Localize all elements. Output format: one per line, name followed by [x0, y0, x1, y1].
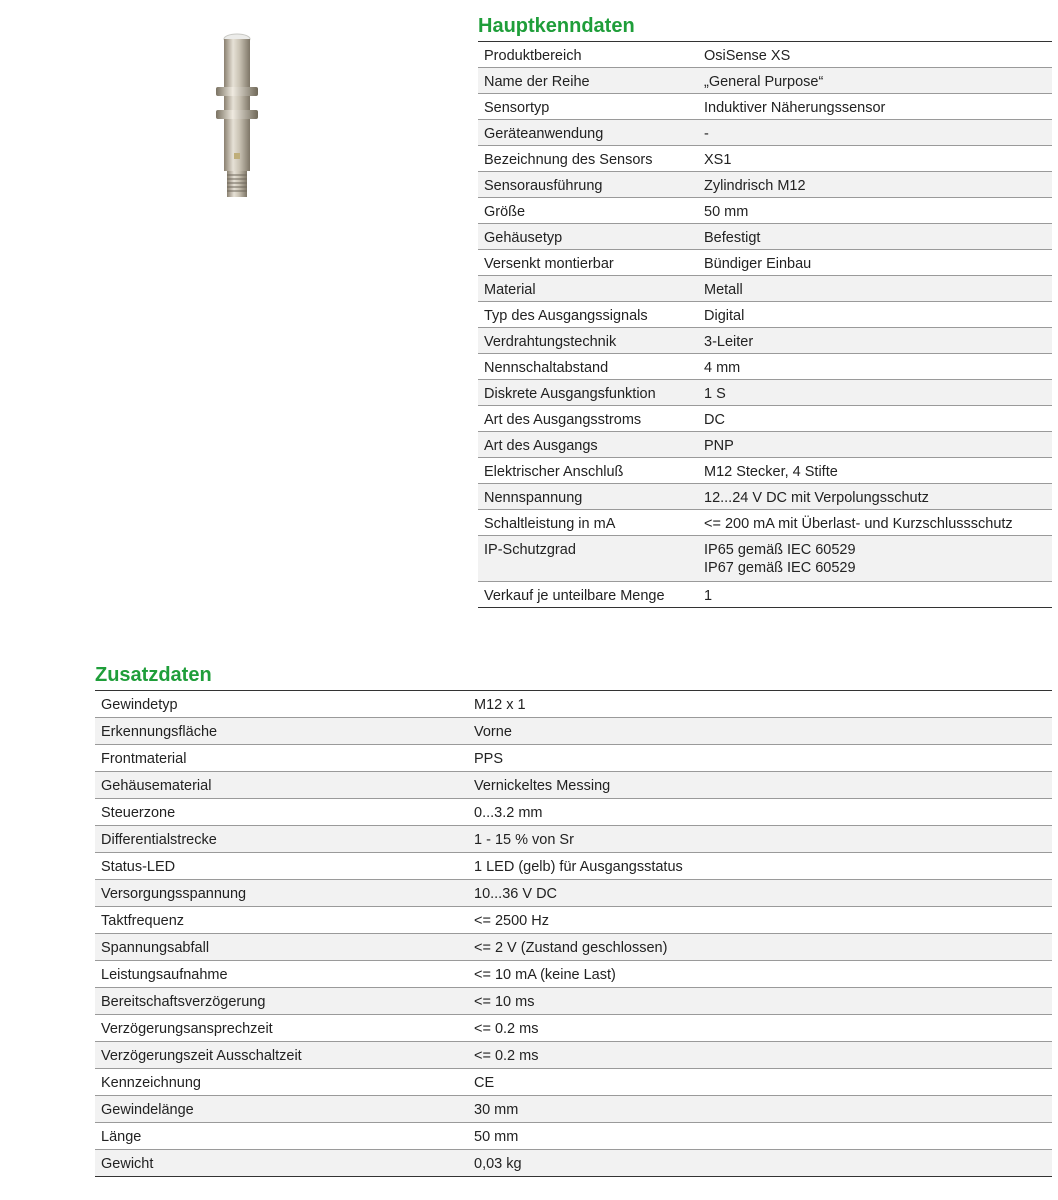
spec-value-line: „General Purpose“: [704, 74, 824, 90]
spec-label: Name der Reihe: [478, 68, 698, 94]
table-row: [478, 68, 1052, 94]
table-row: [95, 799, 1052, 826]
spec-label: Verkauf je unteilbare Menge: [478, 582, 698, 608]
spec-value-line: <= 200 mA mit Überlast- und Kurzschlussschutz: [704, 516, 1013, 532]
spec-value-line: M12 Stecker, 4 Stifte: [704, 464, 838, 480]
spec-value-line: 50 mm: [474, 1129, 519, 1145]
spec-label: Sensorausführung: [478, 172, 698, 198]
spec-value-line: <= 0.2 ms: [474, 1048, 539, 1064]
table-row: [478, 536, 1052, 582]
spec-value: [698, 406, 1052, 432]
spec-value: [468, 799, 1052, 826]
spec-value-line: 12...24 V DC mit Verpolungsschutz: [704, 490, 929, 506]
spec-value: [698, 68, 1052, 94]
table-row: [95, 1096, 1052, 1123]
table-row: [95, 718, 1052, 745]
extra-spec-table: [95, 690, 1052, 1177]
spec-value-line: IP67 gemäß IEC 60529: [704, 560, 856, 576]
spec-value: [698, 94, 1052, 120]
table-row: [478, 510, 1052, 536]
table-row: [95, 1015, 1052, 1042]
spec-value-line: Zylindrisch M12: [704, 178, 806, 194]
spec-value-line: Bündiger Einbau: [704, 256, 812, 272]
spec-value: [468, 691, 1052, 718]
spec-label: Diskrete Ausgangsfunktion: [478, 380, 698, 406]
spec-label: Kennzeichnung: [95, 1069, 468, 1096]
spec-label: IP-Schutzgrad: [478, 536, 698, 582]
spec-value: [468, 853, 1052, 880]
spec-value: [468, 772, 1052, 799]
spec-value: [698, 198, 1052, 224]
spec-label: Länge: [95, 1123, 468, 1150]
spec-label: Elektrischer Anschluß: [478, 458, 698, 484]
spec-label: Bereitschaftsverzögerung: [95, 988, 468, 1015]
spec-label: Gewindelänge: [95, 1096, 468, 1123]
spec-value-line: CE: [474, 1075, 495, 1091]
spec-value-line: PPS: [474, 751, 504, 767]
spec-label: Verzögerungszeit Ausschaltzeit: [95, 1042, 468, 1069]
spec-value-line: 50 mm: [704, 204, 749, 220]
spec-label: Leistungsaufnahme: [95, 961, 468, 988]
spec-value-line: 10...36 V DC: [474, 886, 558, 902]
spec-value-line: <= 10 ms: [474, 994, 535, 1010]
spec-value-line: DC: [704, 412, 725, 428]
spec-label: Bezeichnung des Sensors: [478, 146, 698, 172]
spec-value-line: 0,03 kg: [474, 1156, 522, 1172]
table-row: [95, 1150, 1052, 1177]
spec-value: [698, 120, 1052, 146]
spec-value: [698, 276, 1052, 302]
spec-label: Gehäusetyp: [478, 224, 698, 250]
table-row: [478, 250, 1052, 276]
spec-label: Frontmaterial: [95, 745, 468, 772]
spec-label: Nennspannung: [478, 484, 698, 510]
spec-label: Verdrahtungstechnik: [478, 328, 698, 354]
spec-label: Versenkt montierbar: [478, 250, 698, 276]
table-row: [478, 380, 1052, 406]
table-row: [95, 745, 1052, 772]
spec-label: Status-LED: [95, 853, 468, 880]
spec-label: Verzögerungsansprechzeit: [95, 1015, 468, 1042]
spec-value: [468, 880, 1052, 907]
main-spec-table: [478, 41, 1052, 608]
spec-label: Erkennungsfläche: [95, 718, 468, 745]
table-row: [95, 1123, 1052, 1150]
table-row: [478, 302, 1052, 328]
spec-label: Schaltleistung in mA: [478, 510, 698, 536]
spec-value: [468, 826, 1052, 853]
spec-label: Material: [478, 276, 698, 302]
table-row: [95, 772, 1052, 799]
spec-value: [468, 1150, 1052, 1177]
table-row: [478, 172, 1052, 198]
product-image: [205, 30, 270, 200]
table-row: [95, 1069, 1052, 1096]
spec-label: Größe: [478, 198, 698, 224]
spec-value: [468, 1123, 1052, 1150]
extra-section-title: Zusatzdaten: [95, 664, 212, 686]
spec-value-line: IP65 gemäß IEC 60529: [704, 542, 856, 558]
spec-label: Geräteanwendung: [478, 120, 698, 146]
table-row: [478, 94, 1052, 120]
spec-value-line: <= 10 mA (keine Last): [474, 967, 616, 983]
table-row: [95, 1042, 1052, 1069]
spec-label: Art des Ausgangsstroms: [478, 406, 698, 432]
spec-value: [468, 718, 1052, 745]
spec-value-line: XS1: [704, 152, 732, 168]
table-row: [478, 328, 1052, 354]
spec-label: Gehäusematerial: [95, 772, 468, 799]
main-section-title: Hauptkenndaten: [478, 15, 635, 37]
spec-value-line: <= 2500 Hz: [474, 913, 549, 929]
spec-value: [698, 458, 1052, 484]
spec-value-line: 0...3.2 mm: [474, 805, 543, 821]
table-row: [95, 826, 1052, 853]
spec-value-line: 30 mm: [474, 1102, 519, 1118]
spec-value-line: OsiSense XS: [704, 48, 791, 64]
spec-value-line: <= 2 V (Zustand geschlossen): [474, 940, 668, 956]
spec-value: [468, 745, 1052, 772]
spec-value: [698, 510, 1052, 536]
table-row: [478, 198, 1052, 224]
spec-value-line: Digital: [704, 308, 745, 324]
table-row: [95, 880, 1052, 907]
table-row: [478, 42, 1052, 68]
spec-label: Produktbereich: [478, 42, 698, 68]
spec-value: [468, 961, 1052, 988]
spec-value-line: -: [704, 126, 709, 142]
table-row: [478, 406, 1052, 432]
table-row: [95, 691, 1052, 718]
table-row: [95, 907, 1052, 934]
table-row: [478, 354, 1052, 380]
spec-label: Spannungsabfall: [95, 934, 468, 961]
spec-label: Taktfrequenz: [95, 907, 468, 934]
spec-value: [698, 536, 1052, 582]
spec-value-line: Vorne: [474, 724, 512, 740]
spec-value-line: 3-Leiter: [704, 334, 754, 350]
table-row: [478, 484, 1052, 510]
table-row: [95, 988, 1052, 1015]
spec-value: [698, 432, 1052, 458]
spec-value: [698, 484, 1052, 510]
spec-label: Sensortyp: [478, 94, 698, 120]
spec-value: [698, 146, 1052, 172]
spec-value: [468, 1069, 1052, 1096]
table-row: [95, 934, 1052, 961]
spec-value-line: 1: [704, 588, 713, 604]
spec-label: Differentialstrecke: [95, 826, 468, 853]
table-row: [478, 146, 1052, 172]
spec-value: [468, 1042, 1052, 1069]
spec-label: Gewicht: [95, 1150, 468, 1177]
spec-value: [468, 934, 1052, 961]
spec-label: Steuerzone: [95, 799, 468, 826]
spec-value-line: Vernickeltes Messing: [474, 778, 611, 794]
spec-label: Gewindetyp: [95, 691, 468, 718]
table-row: [478, 582, 1052, 608]
spec-value-line: 1 S: [704, 386, 726, 402]
spec-value: [468, 907, 1052, 934]
spec-value-line: 1 LED (gelb) für Ausgangsstatus: [474, 859, 683, 875]
spec-label: Nennschaltabstand: [478, 354, 698, 380]
spec-value: [698, 582, 1052, 608]
spec-label: Typ des Ausgangssignals: [478, 302, 698, 328]
spec-value: [698, 224, 1052, 250]
spec-value: [698, 42, 1052, 68]
spec-value: [468, 1015, 1052, 1042]
table-row: [478, 458, 1052, 484]
table-row: [478, 432, 1052, 458]
spec-value: [468, 1096, 1052, 1123]
table-row: [478, 276, 1052, 302]
spec-value-line: Metall: [704, 282, 743, 298]
spec-value: [468, 988, 1052, 1015]
spec-value: [698, 250, 1052, 276]
spec-value: [698, 328, 1052, 354]
spec-label: Art des Ausgangs: [478, 432, 698, 458]
table-row: [478, 120, 1052, 146]
spec-value-line: PNP: [704, 438, 734, 454]
spec-value: [698, 172, 1052, 198]
spec-value-line: Befestigt: [704, 230, 761, 246]
spec-value: [698, 380, 1052, 406]
spec-label: Versorgungsspannung: [95, 880, 468, 907]
spec-value-line: 1 - 15 % von Sr: [474, 832, 574, 848]
table-row: [95, 961, 1052, 988]
spec-value-line: M12 x 1: [474, 697, 526, 713]
spec-value: [698, 302, 1052, 328]
table-row: [478, 224, 1052, 250]
spec-value-line: Induktiver Näherungssensor: [704, 100, 886, 116]
spec-value-line: 4 mm: [704, 360, 741, 376]
spec-value: [698, 354, 1052, 380]
spec-value-line: <= 0.2 ms: [474, 1021, 539, 1037]
table-row: [95, 853, 1052, 880]
